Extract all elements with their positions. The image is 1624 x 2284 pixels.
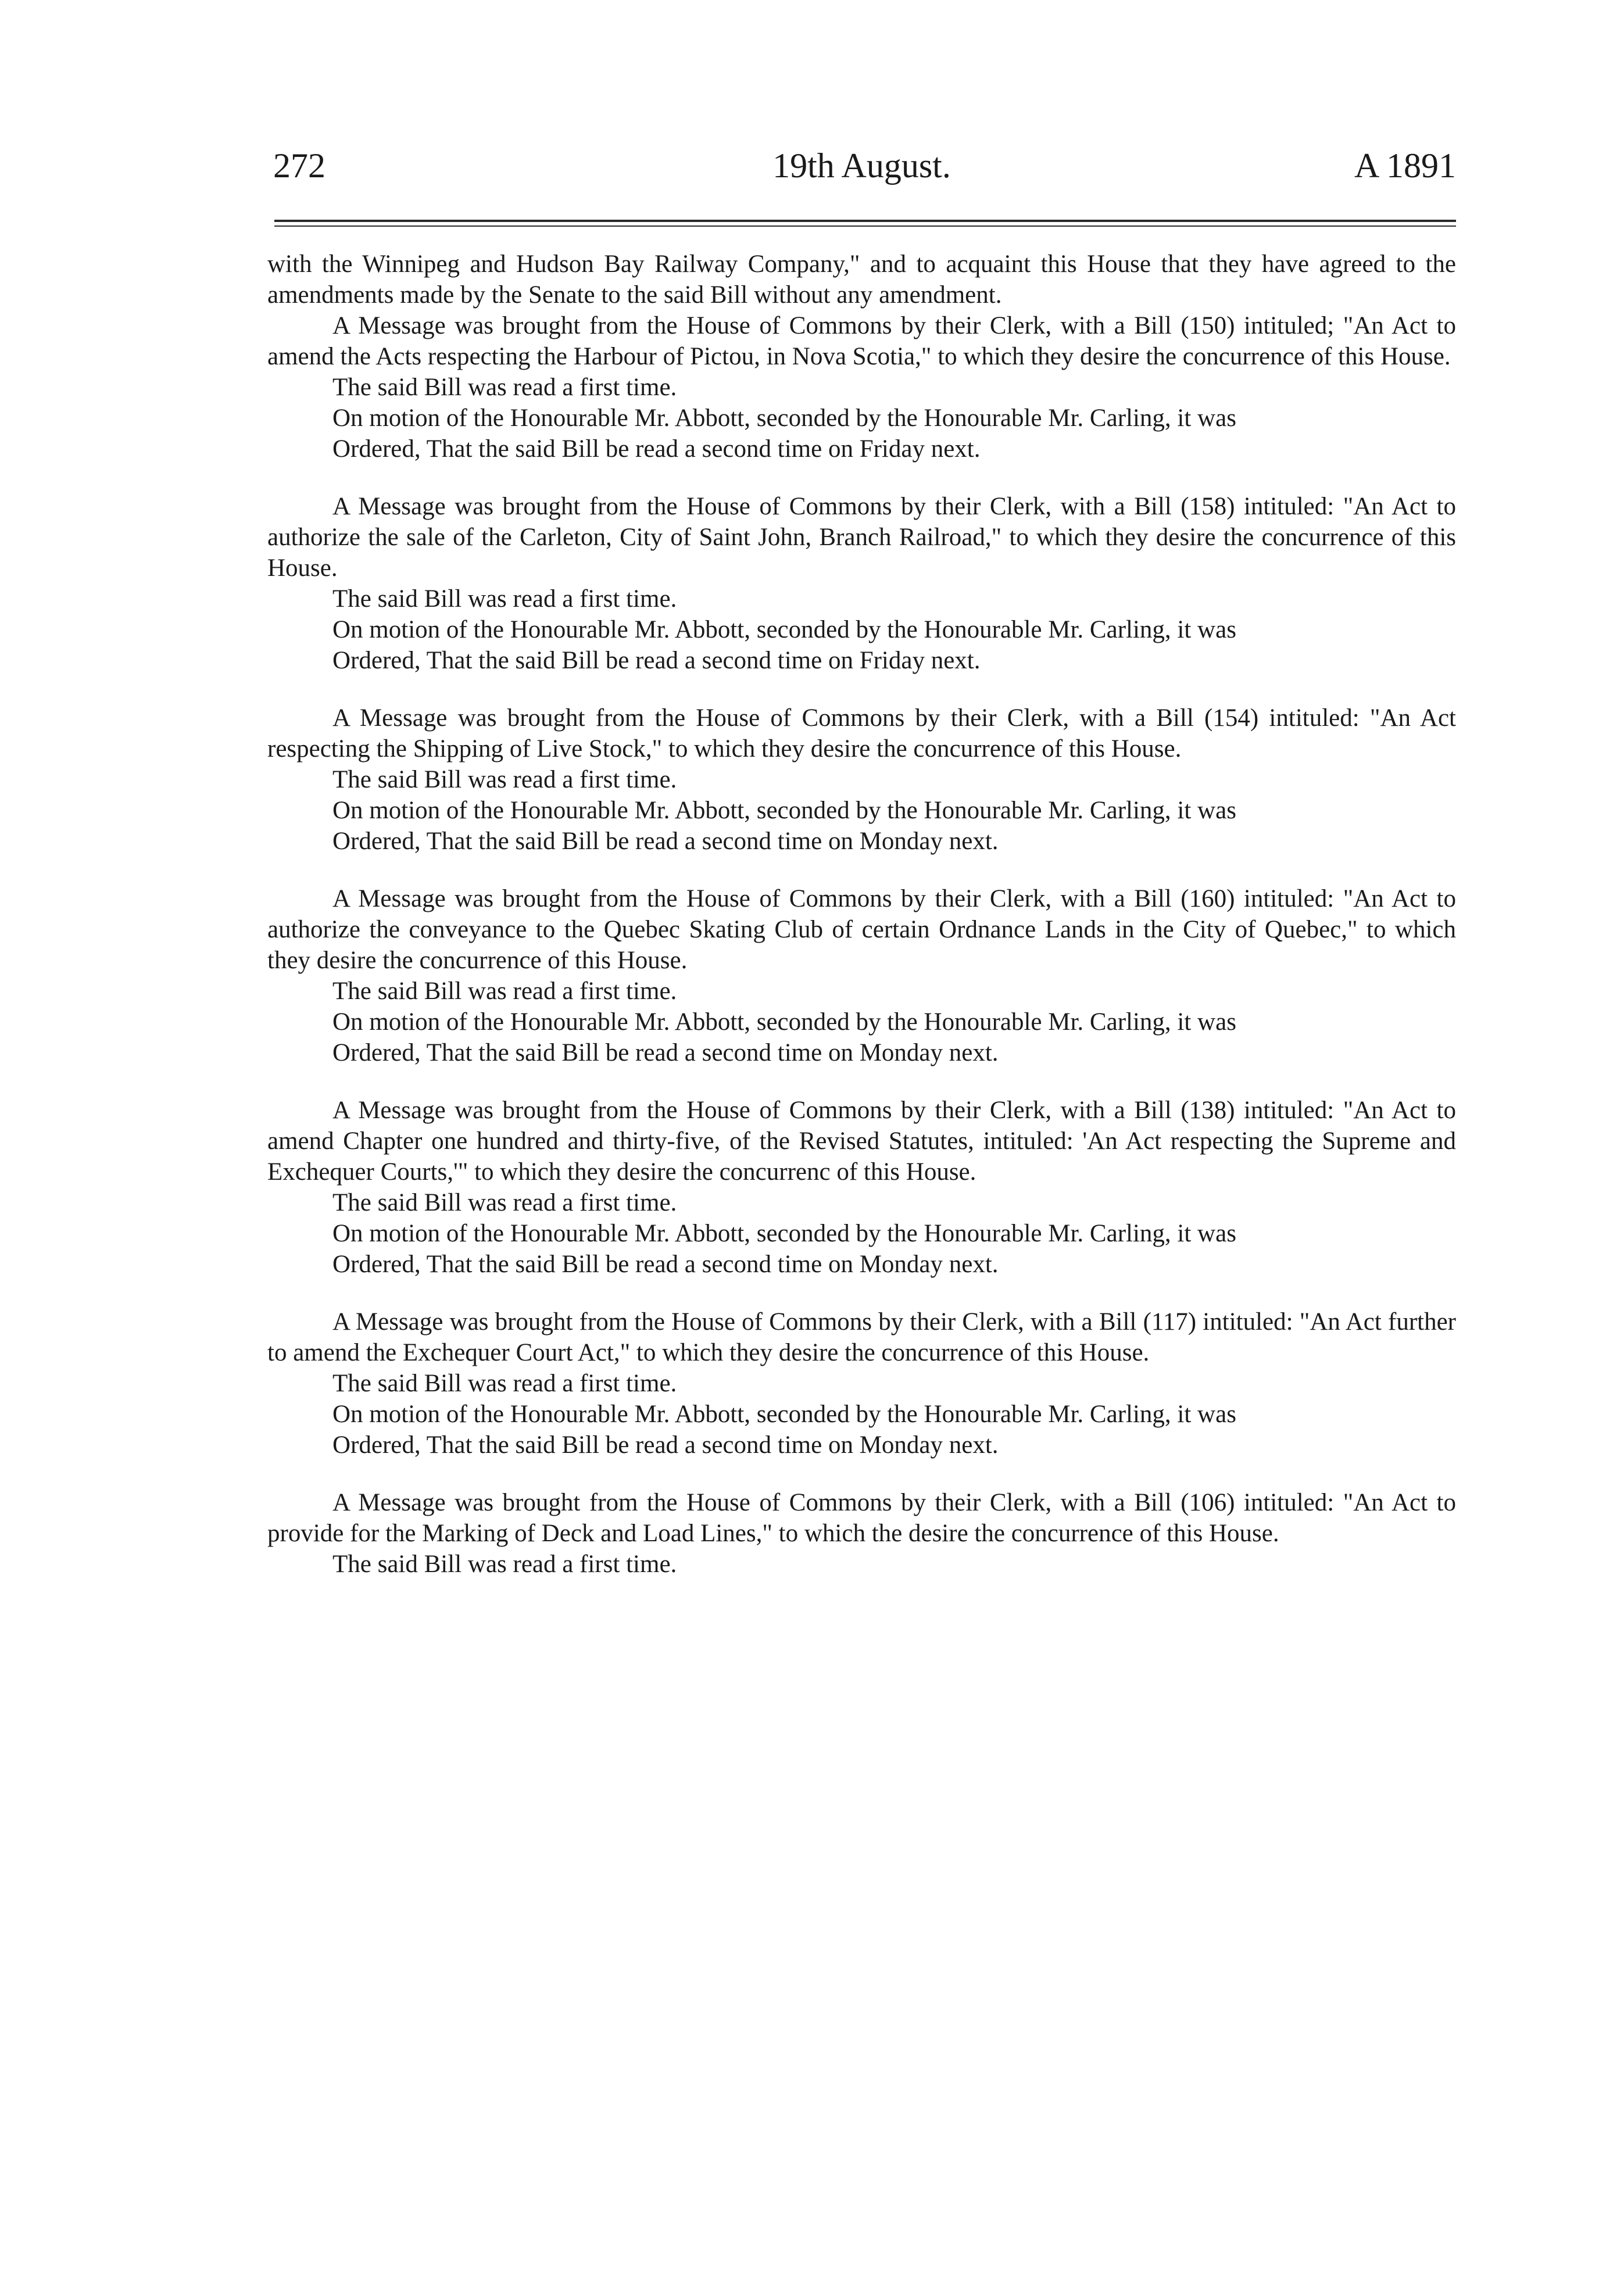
bill-entry-138 [267,1095,1456,1280]
page-year: A 1891 [1354,146,1456,185]
message-paragraph: A Message was brought from the House of Commons by their Clerk, with a Bill (158) intituled: "An Act to authorize the sale of the Carleton, City of Saint John, Branch Railroad," to which they desire the concurrence of this House. [267,493,1456,582]
page-header [267,134,1456,198]
message-paragraph: A Message was brought from the House of Commons by their Clerk, with a Bill (154) intituled: "An Act respecting the Shipping of Live Stock," to which they desire the concurrence of this House. [267,704,1456,762]
bill-entry-158 [267,491,1456,676]
bill-entry-154 [267,703,1456,857]
message-paragraph: A Message was brought from the House of Commons by their Clerk, with a Bill (138) intituled: "An Act to amend Chapter one hundred and thirty-five, of the Revised Statutes, intituled: 'An Act respecting the Supreme and Exchequer Courts,'" to which they desire the concurrenc of this House. [267,1097,1456,1186]
page-date: 19th August. [772,146,951,185]
first-reading: The said Bill was read a first time. [332,1189,677,1216]
motion-paragraph: On motion of the Honourable Mr. Abbott, seconded by the Honourable Mr. Carling, it was [332,1401,1236,1428]
bill-entry-160 [267,883,1456,1068]
message-paragraph: A Message was brought from the House of Commons by their Clerk, with a Bill (106) intituled: "An Act to provide for the Marking of Deck and Load Lines," to which the desire the concurrence of this House. [267,1489,1456,1547]
journal-page [267,134,1456,1606]
motion-paragraph: On motion of the Honourable Mr. Abbott, seconded by the Honourable Mr. Carling, it was [332,404,1236,432]
order-line: Ordered, That the said Bill be read a second time on Monday next. [332,828,999,855]
order-line: Ordered, That the said Bill be read a second time on Monday next. [332,1039,999,1066]
bill-entry-117 [267,1306,1456,1460]
motion-paragraph: On motion of the Honourable Mr. Abbott, seconded by the Honourable Mr. Carling, it was [332,1220,1236,1247]
order-line: Ordered, That the said Bill be read a second time on Friday next. [332,647,981,674]
first-reading: The said Bill was read a first time. [332,978,677,1005]
message-paragraph: A Message was brought from the House of Commons by their Clerk, with a Bill (160) intituled: "An Act to authorize the conveyance to the Quebec Skating Club of certain Ordnance Lands in the City of Quebec," to which they desire the concurrence of this House. [267,885,1456,974]
bill-entry-106 [267,1487,1456,1580]
order-line: Ordered, That the said Bill be read a second time on Friday next. [332,435,981,463]
journal-body [267,249,1456,1580]
page-number: 272 [273,146,325,185]
first-reading: The said Bill was read a first time. [332,1551,677,1578]
order-line: Ordered, That the said Bill be read a second time on Monday next. [332,1431,999,1459]
header-rule [274,220,1456,227]
first-reading: The said Bill was read a first time. [332,1370,677,1397]
motion-paragraph: On motion of the Honourable Mr. Abbott, seconded by the Honourable Mr. Carling, it was [332,1008,1236,1036]
continued-paragraph: with the Winnipeg and Hudson Bay Railway Company," and to acquaint this House that they have agreed to the amendments made by the Senate to the said Bill without any amendment. [267,250,1456,309]
first-reading: The said Bill was read a first time. [332,374,677,401]
motion-paragraph: On motion of the Honourable Mr. Abbott, seconded by the Honourable Mr. Carling, it was [332,797,1236,824]
message-paragraph: A Message was brought from the House of Commons by their Clerk, with a Bill (117) intituled: "An Act further to amend the Exchequer Court Act," to which they desire the concurrence of this House. [267,1308,1456,1366]
bill-entry-150 [267,310,1456,464]
order-line: Ordered, That the said Bill be read a second time on Monday next. [332,1251,999,1278]
first-reading: The said Bill was read a first time. [332,766,677,793]
first-reading: The said Bill was read a first time. [332,585,677,613]
motion-paragraph: On motion of the Honourable Mr. Abbott, seconded by the Honourable Mr. Carling, it was [332,616,1236,643]
message-paragraph: A Message was brought from the House of Commons by their Clerk, with a Bill (150) intituled; "An Act to amend the Acts respecting the Harbour of Pictou, in Nova Scotia," to which they desire the concurrence of this House. [267,312,1456,370]
